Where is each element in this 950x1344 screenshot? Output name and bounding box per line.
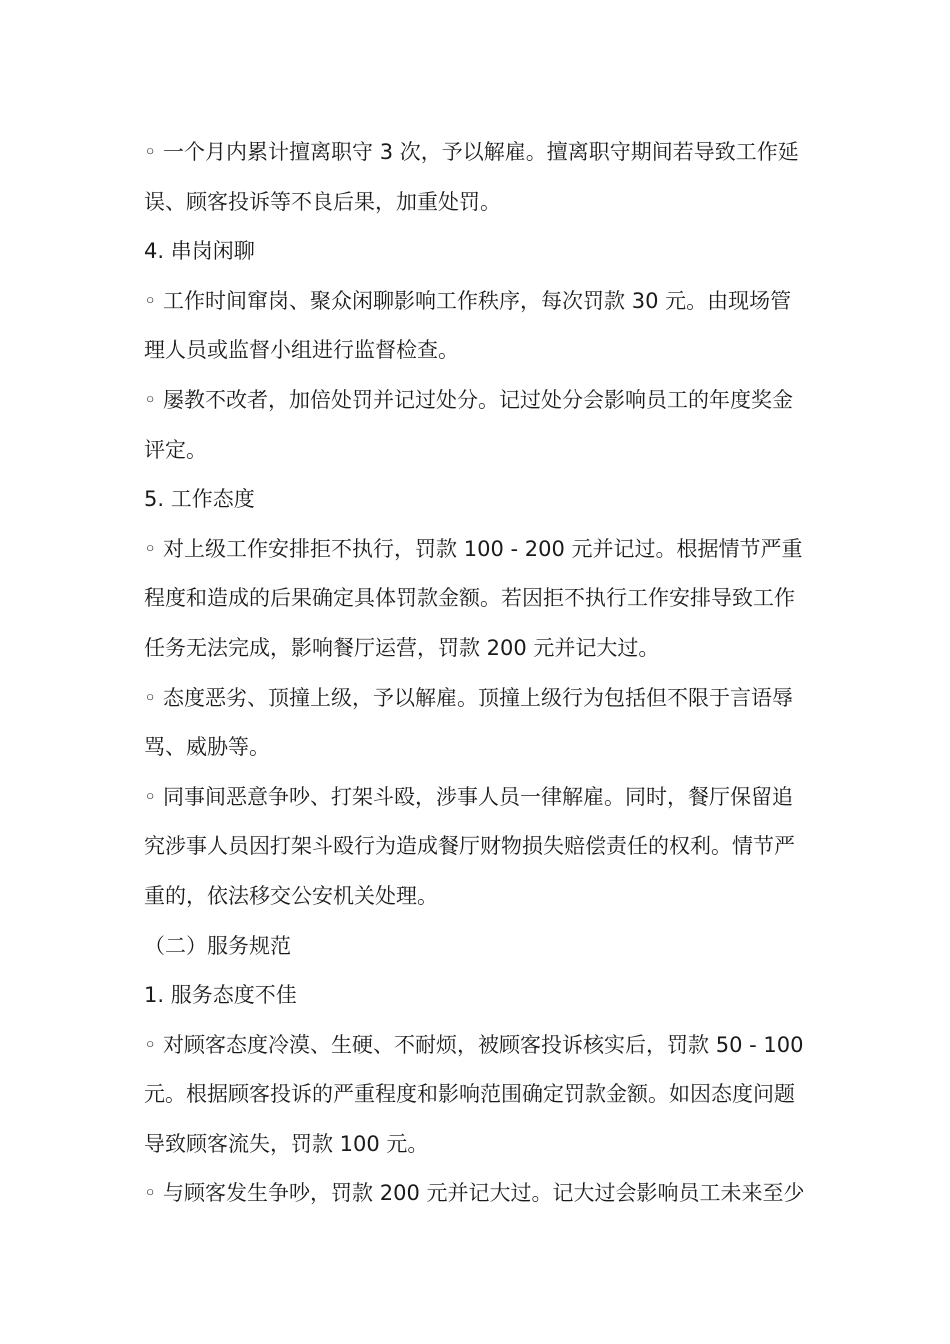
section-heading: （二）服务规范 (144, 933, 291, 958)
paragraph-line: 元。根据顾客投诉的严重程度和影响范围确定罚款金额。如因态度问题 (144, 1082, 795, 1107)
subheading-1: 1. 服务态度不佳 (144, 983, 297, 1008)
subheading-4: 4. 串岗闲聊 (144, 239, 255, 264)
paragraph-line: 理人员或监督小组进行监督检查。 (144, 338, 459, 363)
paragraph-line: ◦ 态度恶劣、顶撞上级，予以解雇。顶撞上级行为包括但不限于言语辱 (144, 685, 794, 710)
paragraph-line: ◦ 工作时间窜岗、聚众闲聊影响工作秩序，每次罚款 30 元。由现场管 (144, 288, 792, 313)
paragraph-line: 评定。 (144, 437, 207, 462)
paragraph-line: 究涉事人员因打架斗殴行为造成餐厅财物损失赔偿责任的权利。情节严 (144, 834, 795, 859)
paragraph-line: 任务无法完成，影响餐厅运营，罚款 200 元并记大过。 (144, 635, 660, 660)
paragraph-line: 重的，依法移交公安机关处理。 (144, 883, 438, 908)
paragraph-line: 导致顾客流失，罚款 100 元。 (144, 1131, 429, 1156)
paragraph-line: ◦ 同事间恶意争吵、打架斗殴，涉事人员一律解雇。同时，餐厅保留追 (144, 784, 794, 809)
paragraph-line: 骂、威胁等。 (144, 735, 270, 760)
paragraph-line: 程度和造成的后果确定具体罚款金额。若因拒不执行工作安排导致工作 (144, 586, 795, 611)
paragraph-line: 误、顾客投诉等不良后果，加重处罚。 (144, 189, 501, 214)
subheading-5: 5. 工作态度 (144, 487, 255, 512)
paragraph-line: ◦ 对上级工作安排拒不执行，罚款 100 - 200 元并记过。根据情节严重 (144, 536, 803, 561)
paragraph-line: ◦ 屡教不改者，加倍处罚并记过处分。记过处分会影响员工的年度奖金 (144, 387, 794, 412)
paragraph-line: ◦ 与顾客发生争吵，罚款 200 元并记大过。记大过会影响员工未来至少 (144, 1181, 805, 1206)
paragraph-line: ◦ 一个月内累计擅离职守 3 次，予以解雇。擅离职守期间若导致工作延 (144, 140, 799, 164)
document-page (144, 128, 812, 1219)
paragraph-line: ◦ 对顾客态度冷漠、生硬、不耐烦，被顾客投诉核实后，罚款 50 - 100 (144, 1032, 804, 1057)
